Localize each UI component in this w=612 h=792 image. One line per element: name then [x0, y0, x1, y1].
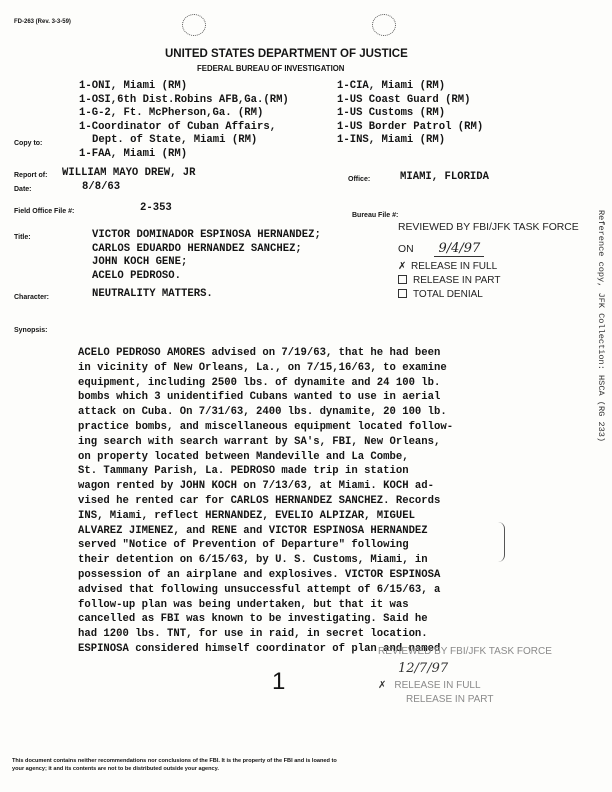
synopsis-line: practice bombs, and miscellaneous equipment located follow-	[78, 420, 454, 433]
title-line: JOHN KOCH GENE;	[92, 256, 188, 269]
synopsis-line: INS, Miami, reflect HERNANDEZ, EVELIO ALPIZAR, MIGUEL	[78, 509, 415, 522]
copy-line: Dept. of State, Miami (RM)	[92, 134, 258, 147]
title-label: Title:	[14, 234, 31, 241]
margin-bracket	[498, 522, 505, 562]
synopsis-line: wagon rented by JOHN KOCH on 7/13/63, at Miami. KOCH ad-	[78, 480, 435, 493]
copy-line: 1-FAA, Miami (RM)	[79, 147, 188, 160]
synopsis-line: their detention on 6/15/63, by U. S. Customs, Miami, in	[78, 554, 428, 567]
synopsis-line: St. Tammany Parish, La. PEDROSO made trip in station	[78, 465, 409, 478]
title-line: VICTOR DOMINADOR ESPINOSA HERNANDEZ;	[92, 229, 321, 241]
date-label: Date:	[14, 186, 32, 193]
synopsis-line: attack on Cuba. On 7/31/63, 2400 lbs. dynamite, 20 100 lb.	[78, 406, 447, 419]
form-number: FD-263 (Rev. 3-3-59)	[14, 19, 71, 25]
report-of-label: Report of:	[14, 172, 48, 179]
stamp-on-label: ON	[398, 244, 414, 255]
stamp-option-full: ✗ RELEASE IN FULL	[378, 680, 481, 691]
synopsis-line: possession of an airplane and explosives. VICTOR ESPINOSA	[78, 568, 441, 581]
copy-line: 1-US Border Patrol (RM)	[337, 120, 484, 133]
synopsis-line: in vicinity of New Orleans, La., on 7/15,16/63, to examine	[78, 361, 447, 374]
copy-line: 1-ONI, Miami (RM)	[79, 80, 188, 92]
bureau-heading: FEDERAL BUREAU OF INVESTIGATION	[197, 64, 345, 73]
stamp-option-denial: TOTAL DENIAL	[398, 289, 579, 300]
report-of: WILLIAM MAYO DREW, JR	[62, 167, 196, 179]
synopsis-line: ACELO PEDROSO AMORES advised on 7/19/63, that he had been	[78, 347, 441, 359]
field-office-file: 2-353	[140, 202, 172, 214]
checkbox-checked-icon: ✗	[398, 261, 407, 272]
checkbox-icon	[398, 275, 407, 284]
checkbox-checked-icon: ✗	[378, 680, 387, 691]
copy-line: 1-OSI,6th Dist.Robins AFB,Ga.(RM)	[79, 93, 289, 106]
copy-line: 1-Coordinator of Cuban Affairs,	[79, 120, 277, 133]
synopsis-line: ALVAREZ JIMENEZ, and RENE and VICTOR ESPINOSA HERNANDEZ	[78, 524, 428, 537]
review-stamp-bottom	[378, 646, 552, 705]
footer-line: your agency; it and its contents are not to be distributed outside your agency.	[12, 766, 219, 772]
synopsis-label: Synopsis:	[14, 327, 48, 334]
synopsis-line: equipment, including 2500 lbs. of dynamite and 24 100 lb.	[78, 376, 441, 389]
character-label: Character:	[14, 294, 50, 301]
footer-line: This document contains neither recommendations nor conclusions of the FBI. It is the property of the FBI and is loaned to	[12, 758, 337, 764]
copy-line: 1-G-2, Ft. McPherson,Ga. (RM)	[79, 107, 264, 120]
margin-note: Reference copy, JFK Collection: HSCA (RG 233)	[596, 210, 606, 443]
footer-disclaimer	[12, 757, 337, 773]
synopsis-body	[78, 346, 453, 657]
copy-line: 1-INS, Miami (RM)	[337, 134, 446, 147]
synopsis-line: served "Notice of Prevention of Departure" following	[78, 539, 409, 552]
title-line: ACELO PEDROSO.	[92, 269, 182, 282]
copy-line: 1-US Coast Guard (RM)	[337, 93, 471, 106]
field-office-file-label: Field Office File #:	[14, 208, 75, 215]
title-block	[92, 229, 321, 283]
review-stamp-top	[398, 222, 579, 300]
character: NEUTRALITY MATTERS.	[92, 288, 213, 300]
stamp-on-row	[398, 241, 579, 256]
stamp-option-part: RELEASE IN PART	[406, 694, 494, 705]
hole-punch-mark-right	[372, 14, 396, 36]
synopsis-line: bombs which 3 unidentified Cubans wanted to use in aerial	[78, 391, 441, 404]
synopsis-line: vised he rented car for CARLOS HERNANDEZ SANCHEZ. Records	[78, 494, 441, 507]
page-number: 1	[272, 668, 286, 695]
checkbox-icon	[398, 289, 407, 298]
synopsis-line: ESPINOSA considered himself coordinator of plan and named	[78, 642, 441, 655]
copy-line: 1-US Customs (RM)	[337, 107, 446, 120]
synopsis-line: had 1200 lbs. TNT, for use in raid, in secret location.	[78, 628, 428, 641]
copy-to-label: Copy to:	[14, 140, 43, 147]
stamp-on-date: 12/7/97	[398, 661, 449, 676]
hole-punch-mark-left	[182, 14, 206, 36]
copy-line: 1-CIA, Miami (RM)	[337, 80, 446, 92]
synopsis-line: on property located between Mandeville and La Combe,	[78, 450, 409, 463]
synopsis-line: cancelled as FBI was known to be investigating. Said he	[78, 613, 428, 626]
title-line: CARLOS EDUARDO HERNANDEZ SANCHEZ;	[92, 242, 302, 255]
stamp-reviewed: REVIEWED BY FBI/JFK TASK FORCE	[398, 222, 579, 233]
synopsis-line: follow-up plan was being undertaken, but that it was	[78, 598, 409, 611]
agency-heading: UNITED STATES DEPARTMENT OF JUSTICE	[165, 48, 408, 60]
report-date: 8/8/63	[82, 181, 121, 193]
office: MIAMI, FLORIDA	[400, 171, 490, 183]
stamp-on-date: 9/4/97	[434, 241, 484, 257]
copies-right	[337, 80, 483, 148]
office-label: Office:	[348, 176, 371, 183]
synopsis-line: advised that following unsuccessful attempt of 6/15/63, a	[78, 583, 441, 596]
stamp-reviewed: REVIEWED BY FBI/JFK TASK FORCE	[378, 646, 552, 657]
bureau-file-label: Bureau File #:	[352, 212, 399, 219]
stamp-option-part: RELEASE IN PART	[398, 275, 579, 286]
copies-left	[79, 80, 289, 162]
synopsis-line: ing search with search warrant by SA's, FBI, New Orleans,	[78, 435, 441, 448]
stamp-option-full: ✗ RELEASE IN FULL	[398, 261, 498, 272]
